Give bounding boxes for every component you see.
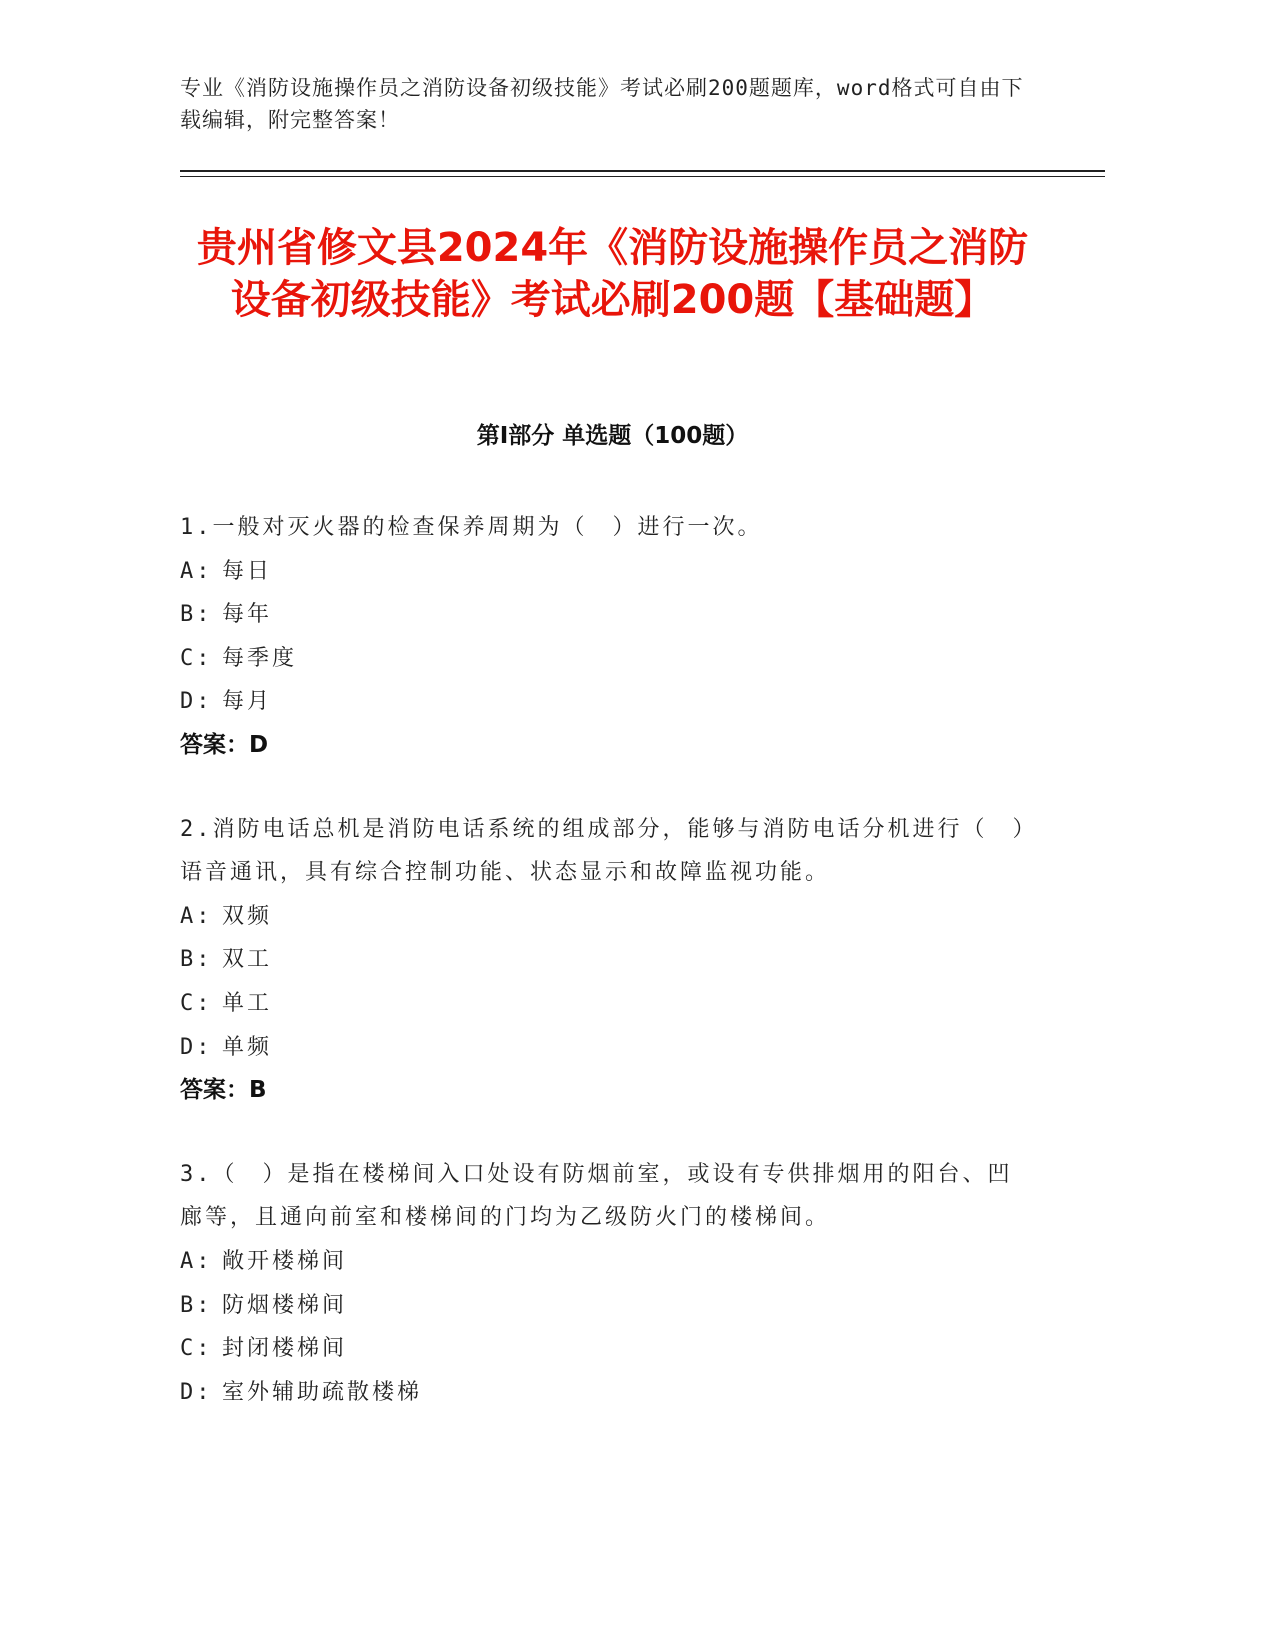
option-text: 单频 — [222, 1034, 273, 1060]
option-text: 每年 — [222, 602, 273, 628]
option-b — [180, 1284, 1030, 1328]
option-b — [180, 938, 1030, 982]
option-a — [180, 895, 1030, 939]
question-list — [180, 506, 1030, 1454]
question-2 — [180, 808, 1030, 1113]
option-text: 双工 — [222, 947, 273, 973]
header-note: 专业《消防设施操作员之消防设备初级技能》考试必刷200题题库，word格式可自由下载编辑，附完整答案！ — [180, 76, 1024, 132]
option-d — [180, 1026, 1030, 1070]
option-text: 每日 — [222, 558, 273, 584]
option-letter: D: — [180, 689, 213, 715]
option-letter: B: — [180, 947, 213, 973]
document-title: 贵州省修文县2024年《消防设施操作员之消防设备初级技能》考试必刷200题【基础题】 — [196, 225, 1029, 323]
question-3 — [180, 1153, 1030, 1415]
answer-line: 答案：B — [180, 1077, 267, 1104]
option-letter: A: — [180, 558, 213, 584]
option-letter: A: — [180, 903, 213, 929]
option-letter: D: — [180, 1379, 213, 1405]
question-stem: 2.消防电话总机是消防电话系统的组成部分，能够与消防电话分机进行（ ）语音通讯，具有综合控制功能、状态显示和故障监视功能。 — [180, 816, 1027, 886]
option-b — [180, 593, 1030, 637]
header-rule-thick — [180, 170, 1105, 172]
option-letter: B: — [180, 602, 213, 628]
question-stem: 3.（ ）是指在楼梯间入口处设有防烟前室，或设有专供排烟用的阳台、凹廊等，且通向前室和楼梯间的门均为乙级防火门的楼梯间。 — [180, 1161, 1013, 1231]
option-letter: C: — [180, 1336, 213, 1362]
option-a — [180, 1240, 1030, 1284]
option-d — [180, 1371, 1030, 1415]
option-c — [180, 1327, 1030, 1371]
option-text: 敞开楼梯间 — [222, 1248, 348, 1274]
option-c — [180, 982, 1030, 1026]
option-a — [180, 550, 1030, 594]
option-text: 室外辅助疏散楼梯 — [222, 1379, 423, 1405]
option-letter: C: — [180, 645, 213, 671]
option-c — [180, 637, 1030, 681]
option-text: 每季度 — [222, 645, 298, 671]
option-text: 防烟楼梯间 — [222, 1292, 348, 1318]
option-letter: B: — [180, 1292, 213, 1318]
option-text: 每月 — [222, 689, 273, 715]
option-letter: A: — [180, 1248, 213, 1274]
option-text: 双频 — [222, 903, 273, 929]
answer-line: 答案：D — [180, 731, 269, 758]
option-letter: D: — [180, 1034, 213, 1060]
option-text: 封闭楼梯间 — [222, 1336, 348, 1362]
option-d — [180, 680, 1030, 724]
question-1 — [180, 506, 1030, 768]
option-text: 单工 — [222, 990, 273, 1016]
question-stem: 1.一般对灭火器的检查保养周期为（ ）进行一次。 — [180, 515, 763, 540]
header-rule-thin — [180, 176, 1105, 177]
section-title: 第I部分 单选题（100题） — [476, 423, 749, 449]
option-letter: C: — [180, 990, 213, 1016]
